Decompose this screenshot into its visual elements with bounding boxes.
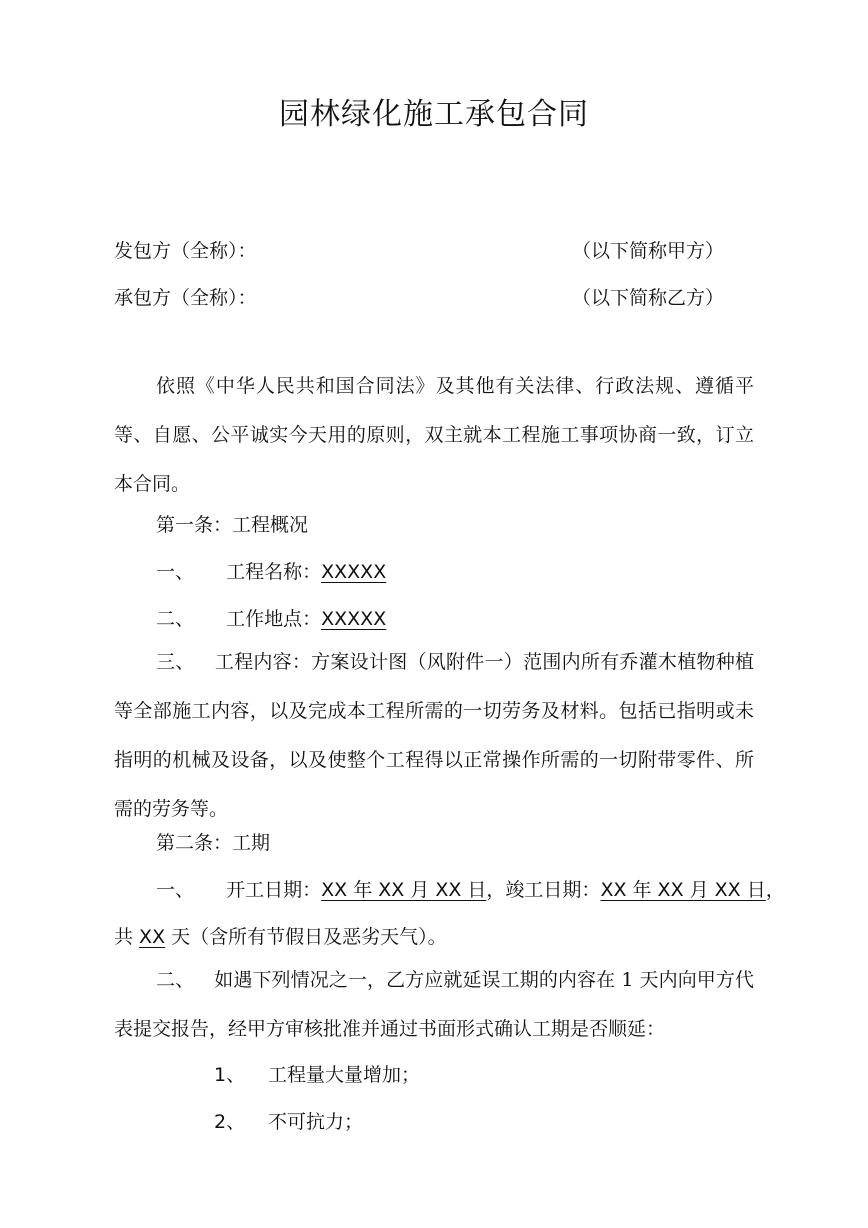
article2-sub2 bbox=[214, 1107, 363, 1134]
employer-label: 发包方（全称）： bbox=[114, 240, 257, 262]
article1-item3-text: 工程内容：方案设计图（风附件一）范围内所有乔灌木植物种植等全部施工内容，以及完成本工程所需的一切劳务及材料。包括已指明或未指明的机械及设备，以及使整个工程得以正常操作所需的一切附带零件、所需的劳务等。 bbox=[114, 651, 754, 820]
article2-item1-line1 bbox=[156, 875, 785, 902]
article1-item1-label: 工程名称： bbox=[226, 561, 322, 583]
article2-item2 bbox=[114, 956, 754, 1054]
duration-suffix: 天（含所有节假日及恶劣天气）。 bbox=[165, 926, 447, 948]
work-location-value: XXXXX bbox=[321, 608, 387, 630]
article2-item1-prefix: 一、 bbox=[156, 879, 195, 901]
end-date-value: XX 年 XX 月 XX 日 bbox=[600, 879, 766, 901]
article1-item2-prefix: 二、 bbox=[156, 608, 195, 630]
article2-item2-text: 如遇下列情况之一，乙方应就延误工期的内容在 1 天内向甲方代表提交报告，经甲方审核批准并通过书面形式确认工期是否顺延： bbox=[114, 969, 754, 1040]
sub2-number: 2、 bbox=[214, 1111, 246, 1133]
article2-item1-line2 bbox=[114, 922, 447, 949]
contractor-note: （以下简称乙方） bbox=[571, 287, 724, 309]
article2-item2-prefix: 二、 bbox=[156, 969, 195, 991]
project-name-value: XXXXX bbox=[321, 561, 387, 583]
article1-heading: 第一条：工程概况 bbox=[156, 514, 309, 536]
start-date-value: XX 年 XX 月 XX 日 bbox=[321, 879, 487, 901]
article2-item1-tail: ， bbox=[765, 879, 785, 901]
article1-item1 bbox=[156, 557, 386, 584]
article1-item1-prefix: 一、 bbox=[156, 561, 195, 583]
contractor-label: 承包方（全称）： bbox=[114, 287, 257, 309]
sub1-number: 1、 bbox=[214, 1064, 246, 1086]
start-date-label: 开工日期： bbox=[226, 879, 322, 901]
article2-sub1 bbox=[214, 1060, 420, 1087]
end-date-label: ，竣工日期： bbox=[486, 879, 601, 901]
article2-heading: 第二条：工期 bbox=[156, 832, 271, 854]
article1-item3 bbox=[114, 638, 754, 834]
sub1-text: 工程量大量增加； bbox=[268, 1064, 421, 1086]
duration-days-value: XX bbox=[139, 926, 166, 948]
duration-prefix: 共 bbox=[114, 926, 140, 948]
document-title: 园林绿化施工承包合同 bbox=[279, 97, 589, 132]
article1-item3-prefix: 三、 bbox=[156, 651, 195, 673]
article1-item2-label: 工作地点： bbox=[226, 608, 322, 630]
article1-item2 bbox=[156, 604, 386, 631]
sub2-text: 不可抗力； bbox=[268, 1111, 364, 1133]
intro-paragraph: 依照《中华人民共和国合同法》及其他有关法律、行政法规、遵循平等、自愿、公平诚实今天用的原则，双主就本工程施工事项协商一致，订立本合同。 bbox=[114, 375, 754, 495]
employer-note: （以下简称甲方） bbox=[571, 240, 724, 262]
